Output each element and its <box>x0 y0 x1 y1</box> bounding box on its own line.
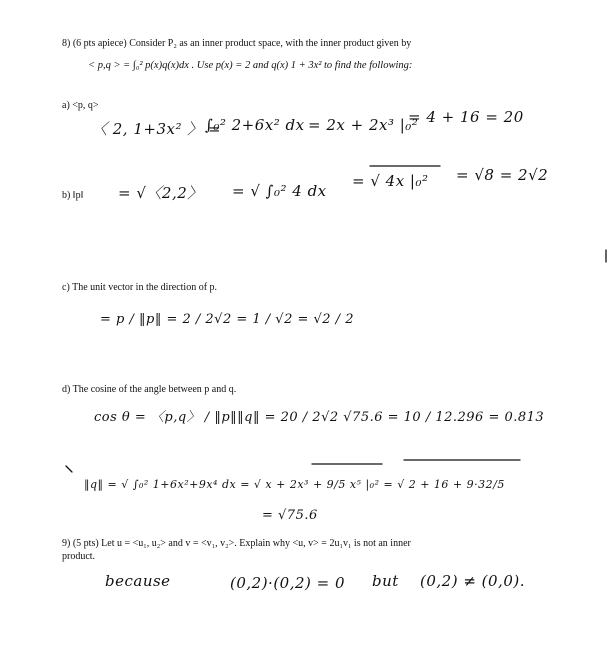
q8a-hw-integral: ∫₀² 2+6x² dx <box>205 116 305 134</box>
q9-header-continued: product. <box>62 551 96 562</box>
q8-header: 8) (6 pts apiece) Consider P₂ as an inner product space, with the inner product given by <box>62 38 412 49</box>
q8a-hw-antiderivative: = 2x + 2x³ |₀² <box>308 116 419 134</box>
q8d-label: d) The cosine of the angle between p and q. <box>62 384 237 395</box>
q8b-hw-antiderivative: = √ 4x |₀² <box>352 172 429 190</box>
q8c-hw-unit-vector: = p / ‖p‖ = 2 / 2√2 = 1 / √2 = √2 / 2 <box>100 312 354 327</box>
q8b-hw-result: = √8 = 2√2 <box>456 166 549 184</box>
q9-header: 9) (5 pts) Let u = <u₁, u₂> and v = <v₁, v₂>. Explain why <u, v> = 2u₁v₁ is not an inner <box>62 538 411 549</box>
q8b-label: b) ‖p‖ <box>62 190 84 201</box>
q8a-hw-result: = 4 + 16 = 20 <box>408 108 524 126</box>
q9-hw-not-equal: (0,2) ≠ (0,0). <box>420 572 525 590</box>
q9-hw-dot-product: (0,2)·(0,2) = 0 <box>230 574 346 592</box>
q9-hw-but: but <box>372 572 399 590</box>
q8d-hw-norm-result: = √75.6 <box>262 508 318 523</box>
q8d-hw-cosine: cos θ = 〈p,q〉 / ‖p‖‖q‖ = 20 / 2√2 √75.6 = 10 / 12.296 = 0.813 <box>94 410 545 425</box>
q8a-label: a) <p, q> <box>62 100 99 111</box>
q8a-hw-lhs: 〈 2, 1+3x² 〉 = <box>92 120 222 138</box>
q8-inner-product-formula: < p,q > = ∫₀² p(x)q(x)dx . Use p(x) = 2 and q(x) 1 + 3x² to find the following: <box>88 60 413 71</box>
q9-hw-because: because <box>105 572 171 590</box>
stray-mark <box>66 466 72 472</box>
q8c-label: c) The unit vector in the direction of p. <box>62 282 218 293</box>
q8b-hw-integral: = √ ∫₀² 4 dx <box>232 182 327 200</box>
q8b-hw-lhs: = √〈2,2〉 <box>118 184 203 202</box>
q8d-hw-norm-q: ‖q‖ = √ ∫₀² 1+6x²+9x⁴ dx = √ x + 2x³ + 9/5 x⁵ |₀² = √ 2 + 16 + 9·32/5 <box>84 478 505 491</box>
